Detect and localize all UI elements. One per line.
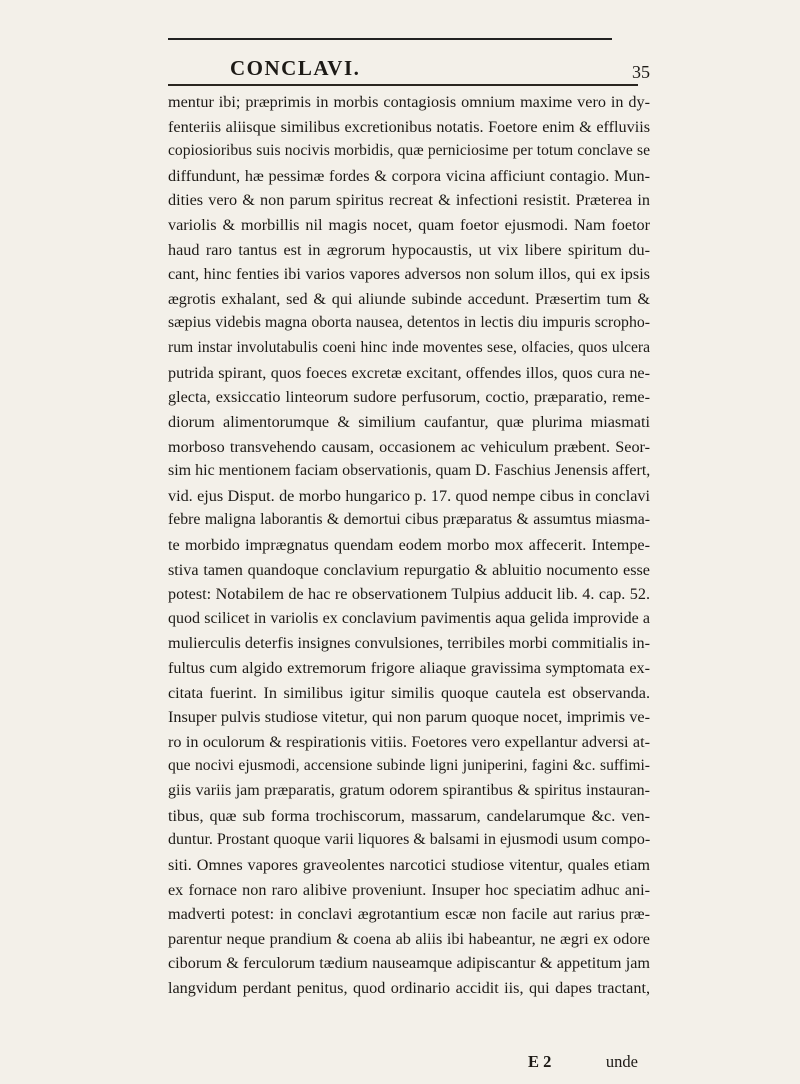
text-line: langvidum perdant penitus, quod ordinario accidit iis, qui dapes tractant, (168, 978, 650, 997)
text-line: que nocivi ejusmodi, accensione subinde ligni juniperini, fagini &c. suffimi- (168, 757, 650, 775)
text-line: quod scilicet in variolis ex conclavium pavimentis aqua gelida improvide a (168, 609, 650, 627)
text-line: potest: Notabilem de hac re observationem Tulpius adducit lib. 4. cap. 52. (168, 585, 650, 604)
text-line: Insuper pulvis studiose vitetur, qui non parum quoque nocet, imprimis ve- (168, 708, 650, 727)
text-line: vid. ejus Disput. de morbo hungarico p. 17. quod nempe cibus in conclavi (168, 486, 650, 505)
text-line: fultus cum algido extremorum frigore aliaque gravissima symptomata ex- (168, 659, 650, 678)
text-line: duntur. Prostant quoque varii liquores & balsami in ejusmodi usum compo- (168, 831, 650, 849)
text-line: febre maligna laborantis & demortui cibus præparatus & assumtus miasma- (168, 511, 650, 529)
text-line: copiosioribus suis nocivis morbidis, quæ perniciosime per totum conclave se (168, 142, 650, 160)
text-line: variolis & morbillis nil magis nocet, quam foetor ejusmodi. Nam foetor (168, 216, 650, 235)
catchword: unde (605, 1052, 638, 1071)
text-line: dities vero & non parum spiritus recreat & infectioni resistit. Præterea in (168, 191, 650, 210)
page-number: 35 (632, 62, 650, 82)
text-line: morboso transvehendo causam, occasionem ac vehiculum præbent. Seor- (168, 437, 650, 456)
page-header (168, 54, 650, 90)
text-line: stiva tamen quandoque conclavium repurgatio & abluitio nocumento esse (168, 560, 650, 579)
signature-mark: E 2 (528, 1052, 552, 1071)
text-line: sæpius videbis magna oborta nausea, detentos in lectis diu impuris scropho- (168, 314, 650, 332)
text-line: ro in oculorum & respirationis vitiis. Foetores vero expellantur adversi at- (168, 732, 650, 751)
text-line: giis variis jam præparatis, gratum odorem spirantibus & spiritus instauran- (168, 782, 650, 800)
text-line: mulierculis deterfis insignes convulsiones, terribiles morbi commitialis in- (168, 634, 650, 653)
text-line: sim hic mentionem faciam observationis, quam D. Faschius Jenensis affert, (168, 462, 650, 480)
text-line: diorum alimentorumque & similium caufantur, quæ plurima miasmati (168, 412, 650, 431)
text-line: ægrotis exhalant, sed & qui aliunde subinde accedunt. Præsertim tum & (168, 289, 650, 308)
page-footer (168, 1052, 650, 1076)
text-line: parentur neque prandium & coena ab aliis ibi habeantur, ne ægri ex odore (168, 929, 650, 948)
text-line: fenteriis aliisque similibus excretionibus notatis. Foetore enim & effluviis (168, 117, 650, 136)
text-line: te morbido imprægnatus quendam eodem morbo mox affecerit. Intempe- (168, 535, 650, 554)
text-line: ciborum & ferculorum tædium nauseamque adipiscantur & appetitum jam (168, 954, 650, 973)
text-line: glecta, exsiccatio linteorum sudore perfusorum, coctio, præparatio, reme- (168, 388, 650, 407)
text-line: tibus, quæ sub forma trochiscorum, massarum, candelarumque &c. ven- (168, 806, 650, 825)
text-line: cant, hinc fenties ibi varios vapores adversos non solum illos, qui ex ipsis (168, 265, 650, 284)
text-line: mentur ibi; præprimis in morbis contagiosis omnium maxime vero in dy- (168, 93, 650, 111)
text-line: diffundunt, hæ pessimæ fordes & corpora vicina afficiunt contagio. Mun- (168, 166, 650, 185)
header-rule (168, 84, 638, 86)
text-line: haud raro tantus est in ægrorum hypocaustis, ut vix libere spiritum du- (168, 240, 650, 259)
body-text (168, 90, 650, 1001)
text-line: madverti potest: in conclavi ægrotantium escæ non facile aut rarius præ- (168, 905, 650, 924)
text-line: citata fuerint. In similibus igitur similis quoque cautela est observanda. (168, 683, 650, 702)
text-line: siti. Omnes vapores graveolentes narcotici studiose vitentur, quales etiam (168, 855, 650, 874)
running-head: CONCLAVI. (230, 56, 361, 80)
text-line: ex fornace non raro alibive proveniunt. Insuper hoc speciatim adhuc ani- (168, 880, 650, 899)
top-border-rule (168, 38, 612, 40)
text-line: putrida spirant, quos foeces excretæ excitant, offendes illos, quos cura ne- (168, 363, 650, 382)
text-line: rum instar involutabulis coeni hinc inde moventes sese, olfacies, quos ulcera (168, 339, 650, 357)
